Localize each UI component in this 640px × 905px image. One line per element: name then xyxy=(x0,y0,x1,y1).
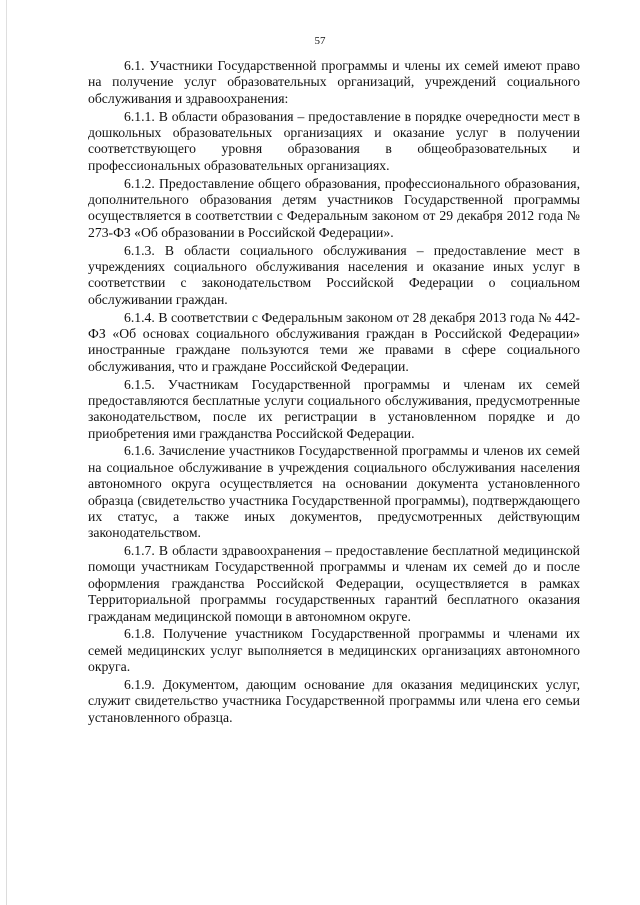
document-body xyxy=(88,58,580,726)
paragraph-6-1-7: 6.1.7. В области здравоохранения – предоставление бесплатной медицинской помощи участникам Государственной программы и членам их семей до и после оформления гражданства Российской Федерации, осуществляется в рамках Территориальной программы государственных гарантий бесплатного оказания гражданам медицинской помощи в автономном округе. xyxy=(88,543,580,624)
paragraph-6-1-2: 6.1.2. Предоставление общего образования, профессионального образования, дополнительного образования детям участников Государственной программы осуществляется в соответствии с Федеральным законом от 29 декабря 2012 года № 273-ФЗ «Об образовании в Российской Федерации». xyxy=(88,175,580,240)
paragraph-6-1: 6.1. Участники Государственной программы и члены их семей имеют право на получение услуг образовательных организаций, учреждений социального обслуживания и здравоохранения: xyxy=(88,58,580,106)
paragraph-6-1-1: 6.1.1. В области образования – предоставление в порядке очередности мест в дошкольных образовательных организациях и оказание услуг в получении соответствующего уровня образования в общеобразовательных и профессиональных образовательных организациях. xyxy=(88,108,580,173)
paragraph-6-1-3: 6.1.3. В области социального обслуживания – предоставление мест в учреждениях социального обслуживания населения и оказание иных услуг в соответствии с законодательством Российской Федерации о социальном обслуживании граждан. xyxy=(88,242,580,307)
paragraph-6-1-4: 6.1.4. В соответствии с Федеральным законом от 28 декабря 2013 года № 442-ФЗ «Об основах социального обслуживания граждан в Российской Федерации» иностранные граждане пользуются теми же правами в сфере социального обслуживания, что и граждане Российской Федерации. xyxy=(88,309,580,374)
page-number: 57 xyxy=(314,35,326,47)
paragraph-6-1-8: 6.1.8. Получение участником Государственной программы и членами их семей медицинских услуг выполняется в медицинских организациях автономного округа. xyxy=(88,626,580,675)
paragraph-6-1-6: 6.1.6. Зачисление участников Государственной программы и членов их семей на социальное обслуживание в учреждения социального обслуживания населения автономного округа осуществляется на основании документа установленного образца (свидетельство участника Государственной программы), подтверждающего их статус, а также иных документов, предусмотренных действующим законодательством. xyxy=(88,443,580,541)
scan-edge-line xyxy=(6,0,7,905)
paragraph-6-1-9: 6.1.9. Документом, дающим основание для оказания медицинских услуг, служит свидетельство участника Государственной программы или члена его семьи установленного образца. xyxy=(88,677,580,725)
paragraph-6-1-5: 6.1.5. Участникам Государственной программы и членам их семей предоставляются бесплатные услуги социального обслуживания, предусмотренные законодательством, после их регистрации в установленном порядке и до приобретения ими гражданства Российской Федерации. xyxy=(88,376,580,441)
